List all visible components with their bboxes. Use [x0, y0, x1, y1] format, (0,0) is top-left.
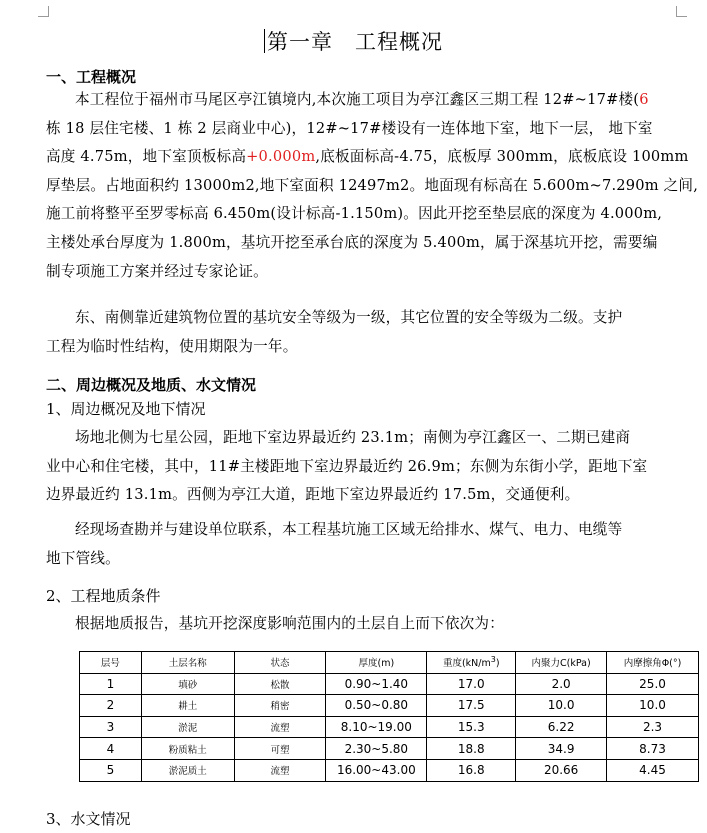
text-line: 边界最近约 13.1m。西侧为亭江大道，距地下室边界最近约 17.5m，交通便利。: [46, 486, 580, 504]
table-header-row: [80, 652, 699, 674]
cell-thickness: 2.30~5.80: [326, 738, 427, 760]
surroundings-paragraph-2: [46, 516, 672, 573]
header-layer-no: 层号: [80, 652, 142, 674]
cell-soil-name: 耕土: [141, 695, 234, 717]
cell-friction-angle: 8.73: [607, 738, 699, 760]
header-soil-name: 土层名称: [141, 652, 234, 674]
text-line: 制专项施工方案并经过专家论证。: [46, 262, 268, 280]
text-line: 根据地质报告，基坑开挖深度影响范围内的土层自上而下依次为：: [75, 615, 505, 632]
cell-friction-angle: 2.3: [607, 716, 699, 738]
text-line: 场地北侧为七星公园，距地下室边界最近约 23.1m；南侧为亭江鑫区一、二期已建商: [75, 429, 631, 446]
chapter-title[interactable]: 第一章 工程概况: [0, 26, 707, 56]
text-line: 高度 4.75m，地下室顶板标高+0.000m,底板面标高-4.75，底板厚 300mm，底板底设 100mm: [46, 148, 689, 166]
cell-unit-weight: 18.8: [427, 738, 516, 760]
text-line: 经现场查勘并与建设单位联系，本工程基坑施工区域无给排水、煤气、电力、电缆等: [75, 521, 623, 538]
cell-soil-name: 填砂: [141, 673, 234, 695]
cell-cohesion: 2.0: [516, 673, 607, 695]
subheading-hydrology: 3、水文情况: [46, 810, 131, 828]
text-line: 施工前将整平至罗零标高 6.450m(设计标高-1.150m)。因此开挖至垫层底的深度为 4.000m,: [46, 205, 663, 223]
overview-paragraph-1: [46, 86, 699, 286]
cell-unit-weight: 17.5: [427, 695, 516, 717]
surroundings-paragraph-1: [46, 424, 672, 510]
text-line: 栋 18 层住宅楼、1 栋 2 层商业中心)，12#~17#楼设有一连体地下室，地下一层， 地下室: [46, 119, 653, 137]
cell-layer-no: 5: [80, 759, 142, 781]
header-thickness: 厚度(m): [326, 652, 427, 674]
cell-thickness: 0.90~1.40: [326, 673, 427, 695]
cell-layer-no: 1: [80, 673, 142, 695]
cell-unit-weight: 17.0: [427, 673, 516, 695]
cell-thickness: 0.50~0.80: [326, 695, 427, 717]
cell-cohesion: 6.22: [516, 716, 607, 738]
page-corner-mark: [38, 6, 49, 17]
text-line: 业中心和住宅楼，其中，11#主楼距地下室边界最近约 26.9m；东侧为东街小学，距地下室: [46, 457, 648, 475]
header-unit-weight: 重度$(kN/m^3)$: [427, 652, 516, 674]
cell-layer-no: 4: [80, 738, 142, 760]
overview-paragraph-2: [46, 304, 672, 361]
subheading-surroundings: 1、周边概况及地下情况: [46, 400, 206, 418]
cell-soil-name: 粉质粘土: [141, 738, 234, 760]
header-friction-angle: 内摩擦角Φ(°): [607, 652, 699, 674]
cell-cohesion: 20.66: [516, 759, 607, 781]
header-cohesion: 内聚力C(kPa): [516, 652, 607, 674]
cell-soil-name: 淤泥质土: [141, 759, 234, 781]
header-state: 状态: [234, 652, 326, 674]
cell-state: 稍密: [234, 695, 326, 717]
subheading-geology: 2、工程地质条件: [46, 587, 161, 605]
soil-layer-table: [79, 651, 699, 782]
text-line: 本工程位于福州市马尾区亭江镇境内,本次施工项目为亭江鑫区三期工程 12#~17#楼(6: [75, 91, 649, 108]
cell-friction-angle: 25.0: [607, 673, 699, 695]
geology-intro: [46, 610, 672, 639]
cell-layer-no: 2: [80, 695, 142, 717]
cell-state: 松散: [234, 673, 326, 695]
cell-cohesion: 34.9: [516, 738, 607, 760]
table-row: [80, 716, 699, 738]
text-cursor: [264, 29, 265, 53]
cell-friction-angle: 4.45: [607, 759, 699, 781]
cell-thickness: 16.00~43.00: [326, 759, 427, 781]
cell-thickness: 8.10~19.00: [326, 716, 427, 738]
text-line: 厚垫层。占地面积约 13000m2,地下室面积 12497m2。地面现有标高在 5.600m~7.290m 之间,: [46, 176, 699, 194]
page-corner-mark: [676, 6, 687, 17]
cell-state: 流塑: [234, 716, 326, 738]
cell-unit-weight: 15.3: [427, 716, 516, 738]
cell-layer-no: 3: [80, 716, 142, 738]
text-line: 地下管线。: [46, 549, 120, 567]
text-line: 主楼处承台厚度为 1.800m，基坑开挖至承台底的深度为 5.400m，属于深基坑开挖，需要编: [46, 233, 658, 251]
text-line: 工程为临时性结构，使用期限为一年。: [46, 337, 298, 355]
table-row: [80, 738, 699, 760]
cell-friction-angle: 10.0: [607, 695, 699, 717]
cell-state: 流塑: [234, 759, 326, 781]
cell-unit-weight: 16.8: [427, 759, 516, 781]
cell-state: 可塑: [234, 738, 326, 760]
table-row: [80, 695, 699, 717]
table-row: [80, 673, 699, 695]
section-heading-surroundings: 二、周边概况及地质、水文情况: [46, 376, 257, 394]
text-line: 东、南侧靠近建筑物位置的基坑安全等级为一级，其它位置的安全等级为二级。支护: [75, 309, 623, 326]
table-row: [80, 759, 699, 781]
section-heading-overview: 一、工程概况: [46, 68, 137, 86]
cell-soil-name: 淤泥: [141, 716, 234, 738]
cell-cohesion: 10.0: [516, 695, 607, 717]
